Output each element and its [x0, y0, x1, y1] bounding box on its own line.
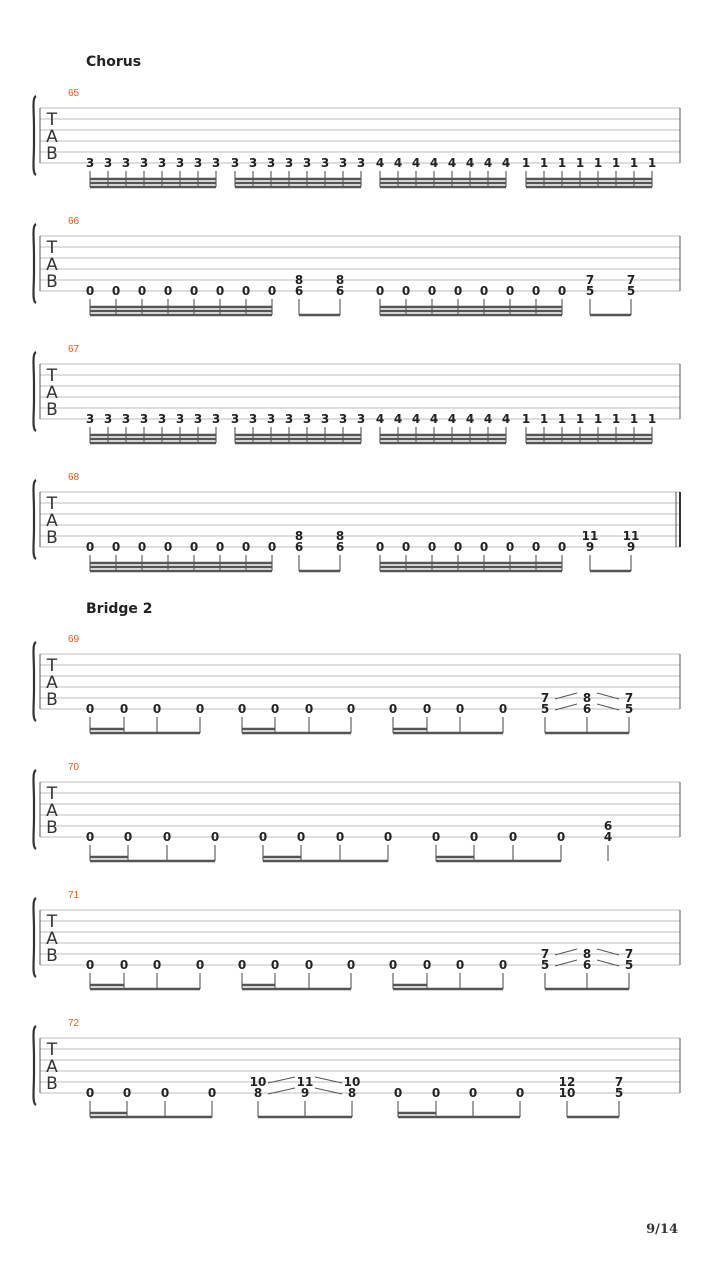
bar-number: 65: [68, 88, 80, 99]
fret-number: 3: [85, 412, 95, 426]
fret-number: 3: [139, 156, 149, 170]
fret-number: 3: [121, 412, 131, 426]
fret-number: 0: [85, 540, 95, 554]
tab-clef-letter: B: [46, 818, 58, 838]
tab-system-67: [34, 344, 681, 443]
tab-system-71: [34, 890, 681, 989]
fret-number: 3: [356, 156, 366, 170]
fret-number: 6: [294, 540, 304, 554]
fret-number: 3: [230, 156, 240, 170]
fret-number: 7: [540, 691, 550, 705]
fret-number: 3: [266, 156, 276, 170]
fret-number: 0: [189, 540, 199, 554]
fret-number: 0: [375, 540, 385, 554]
system-brace: [34, 642, 37, 721]
fret-number: 0: [375, 284, 385, 298]
fret-number: 0: [85, 830, 95, 844]
fret-number: 9: [300, 1086, 310, 1100]
fret-number: 1: [539, 156, 549, 170]
tab-system-66: [34, 216, 681, 315]
fret-number: 0: [304, 958, 314, 972]
fret-number: 3: [211, 412, 221, 426]
fret-number: 0: [267, 284, 277, 298]
system-brace: [34, 96, 37, 175]
tab-clef-letter: T: [46, 1040, 58, 1060]
fret-number: 0: [515, 1086, 525, 1100]
bar-number: 66: [68, 216, 80, 227]
fret-number: 0: [531, 540, 541, 554]
fret-number: 0: [85, 1086, 95, 1100]
fret-number: 0: [241, 540, 251, 554]
fret-number: 0: [207, 1086, 217, 1100]
fret-number: 0: [152, 958, 162, 972]
fret-number: 0: [393, 1086, 403, 1100]
fret-number: 3: [139, 412, 149, 426]
fret-number: 0: [304, 702, 314, 716]
section-title-bridge-2: Bridge 2: [86, 601, 153, 617]
tab-system-69: [34, 634, 681, 733]
fret-number: 5: [540, 958, 550, 972]
tab-system-72: [34, 1018, 681, 1117]
tab-clef-letter: A: [46, 383, 58, 403]
fret-number: 1: [629, 412, 639, 426]
fret-number: 4: [465, 412, 475, 426]
fret-number: 0: [427, 284, 437, 298]
fret-number: 3: [157, 412, 167, 426]
fret-number: 0: [123, 830, 133, 844]
fret-number: 0: [137, 284, 147, 298]
fret-number: 0: [215, 540, 225, 554]
fret-number: 1: [647, 156, 657, 170]
fret-number: 0: [195, 958, 205, 972]
tab-clef-letter: B: [46, 690, 58, 710]
fret-number: 0: [85, 702, 95, 716]
tab-clef-letter: B: [46, 946, 58, 966]
fret-number: 0: [163, 284, 173, 298]
fret-number: 0: [296, 830, 306, 844]
fret-number: 9: [585, 540, 595, 554]
fret-number: 3: [175, 156, 185, 170]
fret-number: 4: [501, 412, 511, 426]
fret-number: 0: [163, 540, 173, 554]
fret-number: 8: [335, 273, 345, 287]
tab-clef-letter: T: [46, 110, 58, 130]
tab-clef-letter: T: [46, 366, 58, 386]
fret-number: 0: [237, 702, 247, 716]
fret-number: 3: [248, 156, 258, 170]
fret-number: 1: [539, 412, 549, 426]
fret-number: 4: [429, 156, 439, 170]
fret-number: 0: [431, 830, 441, 844]
fret-number: 5: [626, 284, 636, 298]
fret-number: 5: [624, 702, 634, 716]
fret-number: 0: [505, 540, 515, 554]
system-brace: [34, 770, 37, 849]
fret-number: 1: [593, 412, 603, 426]
tab-clef-letter: A: [46, 511, 58, 531]
fret-number: 4: [411, 156, 421, 170]
bar-number: 72: [68, 1018, 80, 1029]
fret-number: 8: [253, 1086, 263, 1100]
fret-number: 10: [249, 1075, 267, 1089]
fret-number: 1: [629, 156, 639, 170]
fret-number: 1: [557, 412, 567, 426]
fret-number: 5: [585, 284, 595, 298]
tab-clef-letter: B: [46, 400, 58, 420]
fret-number: 3: [284, 156, 294, 170]
fret-number: 0: [237, 958, 247, 972]
fret-number: 3: [121, 156, 131, 170]
fret-number: 0: [160, 1086, 170, 1100]
fret-number: 5: [624, 958, 634, 972]
tab-clef-letter: T: [46, 494, 58, 514]
bar-number: 71: [68, 890, 80, 901]
fret-number: 11: [296, 1075, 314, 1089]
system-brace: [34, 224, 37, 303]
fret-number: 0: [258, 830, 268, 844]
fret-number: 0: [468, 1086, 478, 1100]
fret-number: 1: [647, 412, 657, 426]
fret-number: 0: [346, 958, 356, 972]
fret-number: 0: [210, 830, 220, 844]
fret-number: 4: [393, 412, 403, 426]
fret-number: 7: [614, 1075, 624, 1089]
fret-number: 3: [193, 156, 203, 170]
fret-number: 0: [498, 958, 508, 972]
fret-number: 0: [422, 702, 432, 716]
fret-number: 3: [302, 412, 312, 426]
fret-number: 0: [388, 702, 398, 716]
fret-number: 0: [241, 284, 251, 298]
fret-number: 3: [193, 412, 203, 426]
fret-number: 3: [356, 412, 366, 426]
fret-number: 1: [593, 156, 603, 170]
fret-number: 8: [335, 529, 345, 543]
bar-number: 69: [68, 634, 80, 645]
fret-number: 4: [483, 412, 493, 426]
fret-number: 4: [393, 156, 403, 170]
tab-clef-letter: B: [46, 528, 58, 548]
system-brace: [34, 480, 37, 559]
section-title-chorus: Chorus: [86, 54, 142, 70]
fret-number: 6: [582, 702, 592, 716]
fret-number: 0: [498, 702, 508, 716]
fret-number: 4: [375, 412, 385, 426]
fret-number: 5: [540, 702, 550, 716]
fret-number: 0: [469, 830, 479, 844]
bar-number: 68: [68, 472, 80, 483]
fret-number: 3: [85, 156, 95, 170]
fret-number: 0: [270, 958, 280, 972]
fret-number: 0: [427, 540, 437, 554]
fret-number: 3: [338, 412, 348, 426]
fret-number: 6: [603, 819, 613, 833]
fret-number: 0: [122, 1086, 132, 1100]
system-brace: [34, 898, 37, 977]
fret-number: 0: [119, 702, 129, 716]
bar-number: 70: [68, 762, 80, 773]
fret-number: 7: [624, 691, 634, 705]
fret-number: 0: [453, 540, 463, 554]
system-brace: [34, 352, 37, 431]
tab-clef-letter: A: [46, 255, 58, 275]
fret-number: 0: [111, 540, 121, 554]
fret-number: 0: [401, 540, 411, 554]
fret-number: 4: [603, 830, 613, 844]
fret-number: 7: [626, 273, 636, 287]
page-number: 9/14: [646, 1222, 678, 1237]
fret-number: 0: [267, 540, 277, 554]
fret-number: 3: [284, 412, 294, 426]
fret-number: 4: [501, 156, 511, 170]
fret-number: 0: [85, 958, 95, 972]
fret-number: 0: [335, 830, 345, 844]
fret-number: 3: [211, 156, 221, 170]
fret-number: 0: [111, 284, 121, 298]
fret-number: 0: [85, 284, 95, 298]
fret-number: 3: [103, 412, 113, 426]
fret-number: 3: [302, 156, 312, 170]
fret-number: 3: [338, 156, 348, 170]
tab-clef-letter: A: [46, 929, 58, 949]
fret-number: 0: [505, 284, 515, 298]
tab-clef-letter: A: [46, 673, 58, 693]
fret-number: 3: [248, 412, 258, 426]
fret-number: 0: [479, 540, 489, 554]
tab-clef-letter: T: [46, 912, 58, 932]
fret-number: 3: [266, 412, 276, 426]
fret-number: 1: [557, 156, 567, 170]
fret-number: 11: [622, 529, 640, 543]
fret-number: 0: [215, 284, 225, 298]
fret-number: 8: [582, 691, 592, 705]
fret-number: 1: [575, 156, 585, 170]
fret-number: 9: [626, 540, 636, 554]
fret-number: 5: [614, 1086, 624, 1100]
fret-number: 8: [582, 947, 592, 961]
tab-clef-letter: T: [46, 784, 58, 804]
fret-number: 3: [320, 156, 330, 170]
fret-number: 0: [556, 830, 566, 844]
fret-number: 1: [521, 156, 531, 170]
fret-number: 1: [521, 412, 531, 426]
fret-number: 1: [611, 412, 621, 426]
fret-number: 3: [157, 156, 167, 170]
fret-number: 0: [346, 702, 356, 716]
bar-number: 67: [68, 344, 80, 355]
fret-number: 3: [230, 412, 240, 426]
fret-number: 4: [375, 156, 385, 170]
fret-number: 0: [162, 830, 172, 844]
fret-number: 0: [189, 284, 199, 298]
fret-number: 0: [152, 702, 162, 716]
fret-number: 8: [294, 529, 304, 543]
fret-number: 3: [320, 412, 330, 426]
fret-number: 7: [585, 273, 595, 287]
fret-number: 0: [137, 540, 147, 554]
tab-clef-letter: T: [46, 238, 58, 258]
tab-clef-letter: T: [46, 656, 58, 676]
system-brace: [34, 1026, 37, 1105]
tab-clef-letter: A: [46, 127, 58, 147]
fret-number: 6: [335, 284, 345, 298]
fret-number: 7: [540, 947, 550, 961]
tab-system-68: [34, 472, 681, 571]
fret-number: 0: [422, 958, 432, 972]
fret-number: 4: [429, 412, 439, 426]
fret-number: 6: [335, 540, 345, 554]
tab-system-65: [34, 88, 681, 187]
fret-number: 6: [294, 284, 304, 298]
tab-clef-letter: B: [46, 272, 58, 292]
tab-clef-letter: A: [46, 801, 58, 821]
fret-number: 0: [383, 830, 393, 844]
fret-number: 8: [347, 1086, 357, 1100]
fret-number: 0: [431, 1086, 441, 1100]
fret-number: 0: [401, 284, 411, 298]
tab-clef-letter: A: [46, 1057, 58, 1077]
fret-number: 0: [508, 830, 518, 844]
fret-number: 0: [557, 540, 567, 554]
fret-number: 11: [581, 529, 599, 543]
fret-number: 1: [611, 156, 621, 170]
fret-number: 0: [531, 284, 541, 298]
tab-clef-letter: B: [46, 144, 58, 164]
fret-number: 12: [558, 1075, 576, 1089]
fret-number: 0: [455, 958, 465, 972]
fret-number: 0: [388, 958, 398, 972]
fret-number: 10: [343, 1075, 361, 1089]
fret-number: 8: [294, 273, 304, 287]
fret-number: 4: [483, 156, 493, 170]
fret-number: 0: [557, 284, 567, 298]
fret-number: 10: [558, 1086, 576, 1100]
fret-number: 7: [624, 947, 634, 961]
fret-number: 3: [103, 156, 113, 170]
fret-number: 6: [582, 958, 592, 972]
fret-number: 4: [447, 412, 457, 426]
fret-number: 0: [270, 702, 280, 716]
fret-number: 0: [195, 702, 205, 716]
fret-number: 3: [175, 412, 185, 426]
tab-system-70: [34, 762, 681, 861]
fret-number: 1: [575, 412, 585, 426]
fret-number: 4: [411, 412, 421, 426]
fret-number: 0: [479, 284, 489, 298]
fret-number: 0: [455, 702, 465, 716]
fret-number: 4: [465, 156, 475, 170]
fret-number: 4: [447, 156, 457, 170]
fret-number: 0: [119, 958, 129, 972]
fret-number: 0: [453, 284, 463, 298]
tab-clef-letter: B: [46, 1074, 58, 1094]
